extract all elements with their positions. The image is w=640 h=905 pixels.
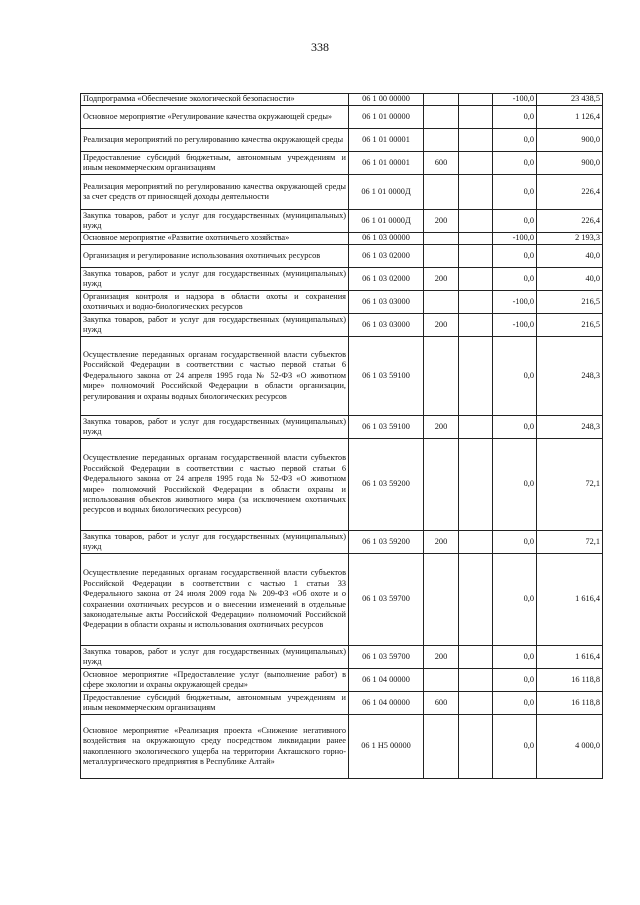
row-change-cell: 0,0 xyxy=(493,554,537,646)
row-total-cell: 216,5 xyxy=(537,291,603,314)
row-name-cell: Реализация мероприятий по регулированию качества окружающей среды xyxy=(81,129,349,152)
row-name-cell: Предоставление субсидий бюджетным, автономным учреждениям и иным некоммерческим организациям xyxy=(81,692,349,715)
row-empty-cell xyxy=(459,210,493,233)
row-change-cell: 0,0 xyxy=(493,692,537,715)
row-expense-type-cell: 200 xyxy=(424,314,459,337)
row-code-cell: 06 1 00 00000 xyxy=(349,94,424,106)
page-number: 338 xyxy=(311,40,329,54)
row-expense-type-cell: 200 xyxy=(424,268,459,291)
table-row xyxy=(81,291,603,314)
row-empty-cell xyxy=(459,175,493,210)
row-name-cell: Реализация мероприятий по регулированию качества окружающей среды за счет средств от приносящей доходы деятельности xyxy=(81,175,349,210)
row-total-cell: 1 616,4 xyxy=(537,646,603,669)
row-empty-cell xyxy=(459,314,493,337)
row-empty-cell xyxy=(459,646,493,669)
row-expense-type-cell xyxy=(424,669,459,692)
row-name-cell: Закупка товаров, работ и услуг для государственных (муниципальных) нужд xyxy=(81,531,349,554)
row-change-cell: 0,0 xyxy=(493,531,537,554)
row-name-cell: Подпрограмма «Обеспечение экологической безопасности» xyxy=(81,94,349,106)
row-total-cell: 40,0 xyxy=(537,245,603,268)
row-change-cell: 0,0 xyxy=(493,106,537,129)
row-change-cell: 0,0 xyxy=(493,175,537,210)
row-empty-cell xyxy=(459,268,493,291)
table-row xyxy=(81,337,603,416)
row-empty-cell xyxy=(459,291,493,314)
row-change-cell: -100,0 xyxy=(493,314,537,337)
row-code-cell: 06 1 03 03000 xyxy=(349,314,424,337)
row-total-cell: 23 438,5 xyxy=(537,94,603,106)
row-empty-cell xyxy=(459,245,493,268)
row-code-cell: 06 1 03 02000 xyxy=(349,245,424,268)
row-total-cell: 900,0 xyxy=(537,152,603,175)
row-name-cell: Закупка товаров, работ и услуг для государственных (муниципальных) нужд xyxy=(81,210,349,233)
row-code-cell: 06 1 03 59100 xyxy=(349,337,424,416)
row-total-cell: 72,1 xyxy=(537,531,603,554)
row-change-cell: -100,0 xyxy=(493,233,537,245)
row-name-cell: Организация контроля и надзора в области охоты и сохранения охотничьих и водно-биологических ресурсов xyxy=(81,291,349,314)
row-code-cell: 06 1 04 00000 xyxy=(349,692,424,715)
table-row xyxy=(81,210,603,233)
row-name-cell: Осуществление переданных органам государственной власти субъектов Российской Федерации в соответствии с частью первой статьи 6 Федерального закона от 24 апреля 1995 года № 52-ФЗ «О животном мире» полномочий Российской Федерации в области охраны и использования объектов животного мира (за исключением охотничьих ресурсов и водных биологических ресурсов) xyxy=(81,439,349,531)
row-expense-type-cell: 200 xyxy=(424,416,459,439)
row-code-cell: 06 1 03 59100 xyxy=(349,416,424,439)
row-total-cell: 4 000,0 xyxy=(537,715,603,779)
row-expense-type-cell xyxy=(424,554,459,646)
row-total-cell: 248,3 xyxy=(537,416,603,439)
budget-table-body xyxy=(81,94,603,779)
row-empty-cell xyxy=(459,152,493,175)
table-row xyxy=(81,416,603,439)
row-name-cell: Закупка товаров, работ и услуг для государственных (муниципальных) нужд xyxy=(81,268,349,291)
row-expense-type-cell xyxy=(424,245,459,268)
row-empty-cell xyxy=(459,233,493,245)
row-expense-type-cell: 600 xyxy=(424,692,459,715)
row-code-cell: 06 1 03 03000 xyxy=(349,291,424,314)
row-expense-type-cell xyxy=(424,233,459,245)
row-empty-cell xyxy=(459,416,493,439)
table-row xyxy=(81,314,603,337)
row-code-cell: 06 1 01 00000 xyxy=(349,106,424,129)
row-expense-type-cell xyxy=(424,175,459,210)
table-row xyxy=(81,554,603,646)
row-total-cell: 216,5 xyxy=(537,314,603,337)
row-expense-type-cell xyxy=(424,106,459,129)
row-expense-type-cell xyxy=(424,439,459,531)
row-expense-type-cell: 600 xyxy=(424,152,459,175)
table-row xyxy=(81,129,603,152)
row-empty-cell xyxy=(459,439,493,531)
row-change-cell: 0,0 xyxy=(493,268,537,291)
row-change-cell: 0,0 xyxy=(493,129,537,152)
row-empty-cell xyxy=(459,337,493,416)
row-change-cell: 0,0 xyxy=(493,669,537,692)
row-code-cell: 06 1 01 0000Д xyxy=(349,210,424,233)
table-row xyxy=(81,669,603,692)
row-code-cell: 06 1 03 02000 xyxy=(349,268,424,291)
row-expense-type-cell xyxy=(424,715,459,779)
row-code-cell: 06 1 03 59200 xyxy=(349,531,424,554)
row-code-cell: 06 1 03 00000 xyxy=(349,233,424,245)
row-name-cell: Основное мероприятие «Регулирование качества окружающей среды» xyxy=(81,106,349,129)
row-expense-type-cell xyxy=(424,337,459,416)
row-name-cell: Организация и регулирование использования охотничьих ресурсов xyxy=(81,245,349,268)
row-total-cell: 40,0 xyxy=(537,268,603,291)
row-expense-type-cell xyxy=(424,291,459,314)
table-row xyxy=(81,175,603,210)
row-name-cell: Закупка товаров, работ и услуг для государственных (муниципальных) нужд xyxy=(81,314,349,337)
table-row xyxy=(81,439,603,531)
row-change-cell: 0,0 xyxy=(493,439,537,531)
row-change-cell: 0,0 xyxy=(493,337,537,416)
table-row xyxy=(81,531,603,554)
row-expense-type-cell xyxy=(424,94,459,106)
row-name-cell: Основное мероприятие «Предоставление услуг (выполнение работ) в сфере экологии и охраны окружающей среды» xyxy=(81,669,349,692)
row-total-cell: 72,1 xyxy=(537,439,603,531)
table-row xyxy=(81,245,603,268)
row-change-cell: 0,0 xyxy=(493,210,537,233)
row-empty-cell xyxy=(459,692,493,715)
table-row xyxy=(81,268,603,291)
row-code-cell: 06 1 01 00001 xyxy=(349,129,424,152)
row-total-cell: 16 118,8 xyxy=(537,669,603,692)
row-change-cell: 0,0 xyxy=(493,416,537,439)
row-change-cell: 0,0 xyxy=(493,152,537,175)
row-change-cell: 0,0 xyxy=(493,646,537,669)
row-total-cell: 16 118,8 xyxy=(537,692,603,715)
row-code-cell: 06 1 01 00001 xyxy=(349,152,424,175)
table-row xyxy=(81,152,603,175)
row-name-cell: Осуществление переданных органам государственной власти субъектов Российской Федерации в соответствии с частью первой статьи 6 Федерального закона от 24 апреля 1995 года № 52-ФЗ «О животном мире» полномочий Российской Федерации в области организации, регулирования и охраны водных биологических ресурсов xyxy=(81,337,349,416)
table-row xyxy=(81,692,603,715)
row-name-cell: Предоставление субсидий бюджетным, автономным учреждениям и иным некоммерческим организациям xyxy=(81,152,349,175)
row-name-cell: Закупка товаров, работ и услуг для государственных (муниципальных) нужд xyxy=(81,646,349,669)
row-code-cell: 06 1 01 0000Д xyxy=(349,175,424,210)
row-total-cell: 900,0 xyxy=(537,129,603,152)
row-code-cell: 06 1 03 59700 xyxy=(349,554,424,646)
row-name-cell: Основное мероприятие «Реализация проекта «Снижение негативного воздействия на окружающую среду посредством ликвидации ранее накопленного экологического ущерба на территории Акташского горно-металлургического предприятия в Республике Алтай» xyxy=(81,715,349,779)
row-empty-cell xyxy=(459,106,493,129)
row-name-cell: Основное мероприятие «Развитие охотничьего хозяйства» xyxy=(81,233,349,245)
row-name-cell: Осуществление переданных органам государственной власти субъектов Российской Федерации в соответствии с частью 1 статьи 33 Федерального закона от 24 июля 2009 года № 209-ФЗ «Об охоте и о сохранении охотничьих ресурсов и о внесении изменений в отдельные законодательные акты Российской Федерации» полномочий Российской Федерации в области охраны и использования охотничьих ресурсов xyxy=(81,554,349,646)
table-row xyxy=(81,646,603,669)
table-row xyxy=(81,94,603,106)
row-empty-cell xyxy=(459,554,493,646)
row-change-cell: -100,0 xyxy=(493,94,537,106)
row-change-cell: 0,0 xyxy=(493,715,537,779)
row-total-cell: 226,4 xyxy=(537,210,603,233)
row-expense-type-cell: 200 xyxy=(424,210,459,233)
row-total-cell: 248,3 xyxy=(537,337,603,416)
row-expense-type-cell: 200 xyxy=(424,646,459,669)
row-expense-type-cell: 200 xyxy=(424,531,459,554)
row-total-cell: 2 193,3 xyxy=(537,233,603,245)
table-row xyxy=(81,106,603,129)
row-name-cell: Закупка товаров, работ и услуг для государственных (муниципальных) нужд xyxy=(81,416,349,439)
row-change-cell: -100,0 xyxy=(493,291,537,314)
row-code-cell: 06 1 Н5 00000 xyxy=(349,715,424,779)
row-empty-cell xyxy=(459,129,493,152)
row-total-cell: 1 616,4 xyxy=(537,554,603,646)
row-code-cell: 06 1 04 00000 xyxy=(349,669,424,692)
row-empty-cell xyxy=(459,715,493,779)
row-empty-cell xyxy=(459,669,493,692)
table-row xyxy=(81,233,603,245)
budget-table xyxy=(80,93,603,779)
table-row xyxy=(81,715,603,779)
row-total-cell: 1 126,4 xyxy=(537,106,603,129)
row-expense-type-cell xyxy=(424,129,459,152)
row-change-cell: 0,0 xyxy=(493,245,537,268)
row-empty-cell xyxy=(459,531,493,554)
row-code-cell: 06 1 03 59700 xyxy=(349,646,424,669)
row-total-cell: 226,4 xyxy=(537,175,603,210)
row-code-cell: 06 1 03 59200 xyxy=(349,439,424,531)
row-empty-cell xyxy=(459,94,493,106)
